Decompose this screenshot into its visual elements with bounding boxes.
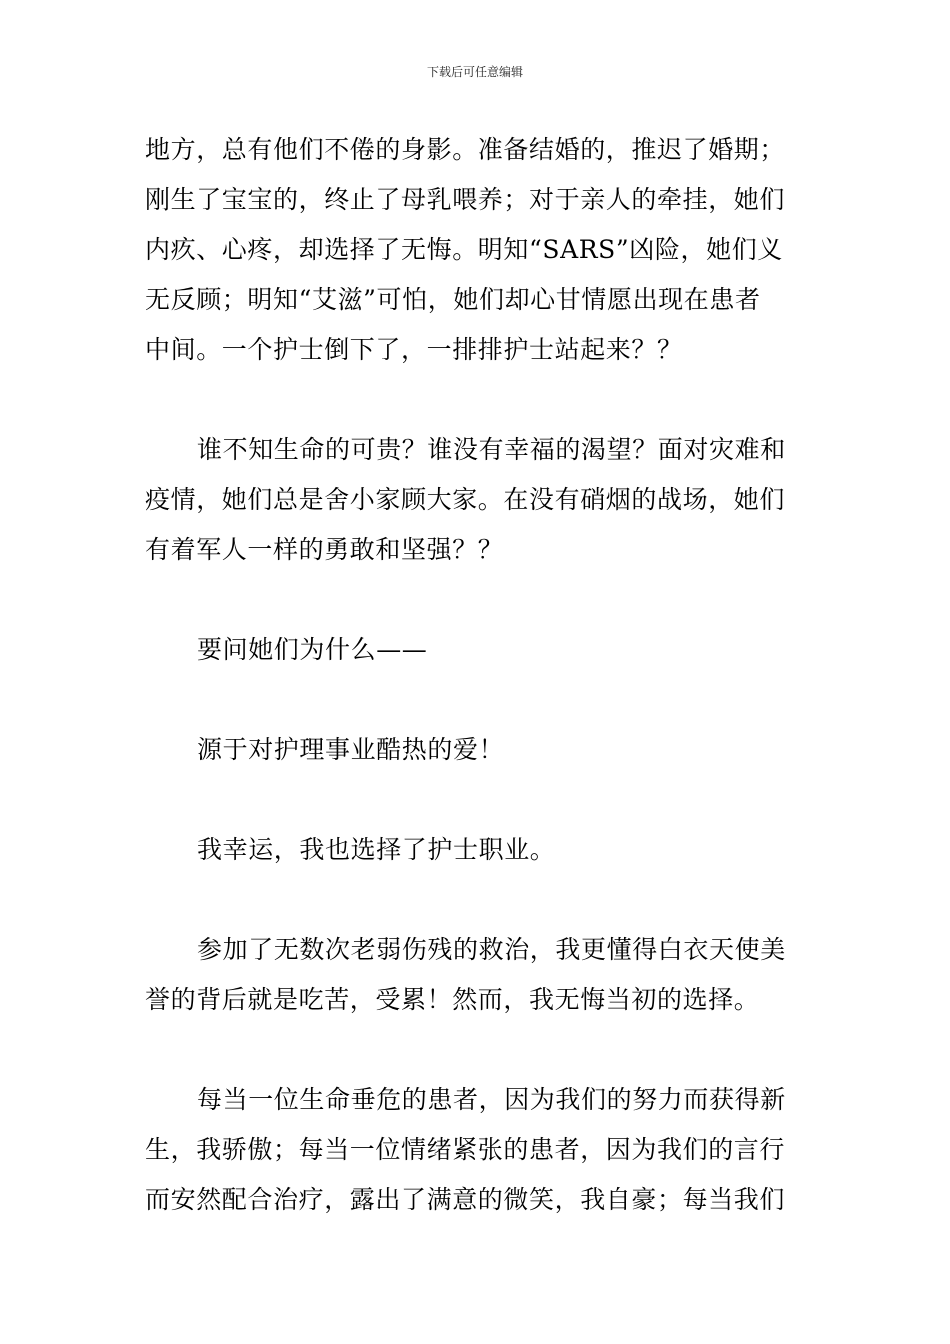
text-line: 刚生了宝宝的，终止了母乳喂养；对于亲人的牵挂，她们: [145, 185, 786, 214]
paragraph-spacer: [145, 1025, 810, 1075]
paragraph-spacer: [145, 575, 810, 625]
text-line: 源于对护理事业酷热的爱！: [197, 735, 505, 764]
paragraph-5: [145, 825, 810, 875]
text-line: 内疚、心疼，却选择了无悔。明知“SARS”凶险，她们义: [145, 235, 783, 264]
text-line: 每当一位生命垂危的患者，因为我们的努力而获得新: [197, 1085, 786, 1114]
paragraph-4: [145, 725, 810, 775]
text-line: 而安然配合治疗，露出了满意的微笑，我自豪；每当我们: [145, 1185, 786, 1214]
paragraph-6: [145, 925, 810, 1025]
text-line: 无反顾；明知“艾滋”可怕，她们却心甘情愿出现在患者: [145, 285, 761, 314]
paragraph-spacer: [145, 775, 810, 825]
text-line: 生，我骄傲；每当一位情绪紧张的患者，因为我们的言行: [145, 1135, 786, 1164]
text-line: 要问她们为什么——: [197, 635, 428, 664]
text-line: 疫情，她们总是舍小家顾大家。在没有硝烟的战场，她们: [145, 485, 786, 514]
text-line: 地方，总有他们不倦的身影。准备结婚的，推迟了婚期；: [145, 135, 786, 164]
text-line: 誉的背后就是吃苦，受累！然而，我无悔当初的选择。: [145, 985, 760, 1014]
text-line: 中间。一个护士倒下了，一排排护士站起来？？: [145, 335, 683, 364]
paragraph-1: [145, 125, 810, 375]
text-line: 参加了无数次老弱伤残的救治，我更懂得白衣天使美: [197, 935, 786, 964]
page-header: 下载后可任意编辑: [426, 65, 523, 79]
paragraph-3: [145, 625, 810, 675]
text-line: 谁不知生命的可贵？谁没有幸福的渴望？面对灾难和: [197, 435, 786, 464]
paragraph-spacer: [145, 875, 810, 925]
paragraph-spacer: [145, 375, 810, 425]
document-body: [145, 125, 810, 1225]
text-line: 我幸运，我也选择了护士职业。: [197, 835, 556, 864]
paragraph-7: [145, 1075, 810, 1225]
paragraph-spacer: [145, 675, 810, 725]
paragraph-2: [145, 425, 810, 575]
text-line: 有着军人一样的勇敢和坚强？？: [145, 535, 504, 564]
